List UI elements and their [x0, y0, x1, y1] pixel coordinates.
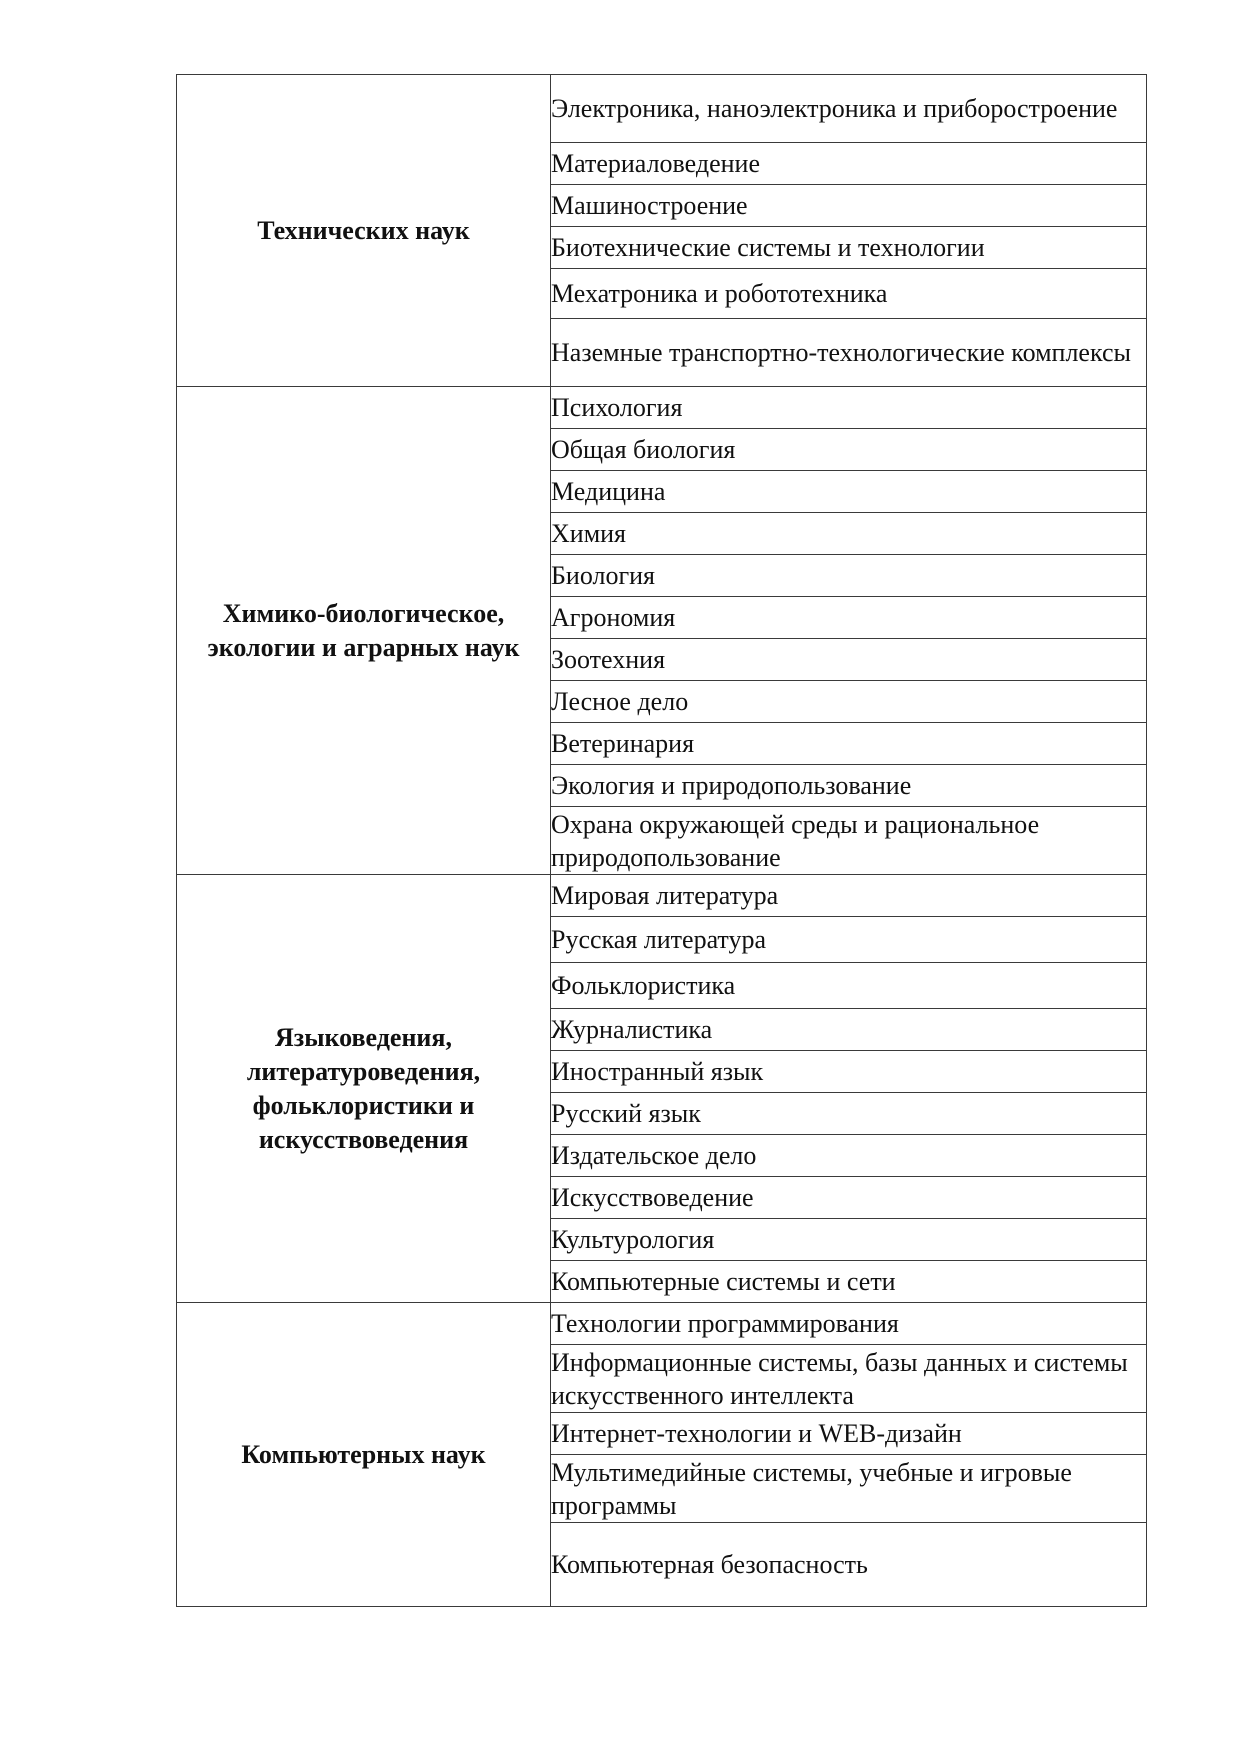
direction-item: Компьютерная безопасность [551, 1523, 1147, 1607]
direction-item: Культурология [551, 1219, 1147, 1261]
direction-item: Экология и природопользование [551, 765, 1147, 807]
table-row [177, 1303, 1147, 1345]
direction-item: Агрономия [551, 597, 1147, 639]
direction-item: Русская литература [551, 917, 1147, 963]
section-title: Языковедения, литературоведения, фольклористики и искусствоведения [177, 875, 551, 1303]
direction-item: Иностранный язык [551, 1051, 1147, 1093]
direction-item: Русский язык [551, 1093, 1147, 1135]
section-title: Компьютерных наук [177, 1303, 551, 1607]
direction-item: Машиностроение [551, 185, 1147, 227]
direction-item: Технологии программирования [551, 1303, 1147, 1345]
direction-item: Лесное дело [551, 681, 1147, 723]
direction-item: Журналистика [551, 1009, 1147, 1051]
table-row [177, 75, 1147, 143]
direction-item: Фольклористика [551, 963, 1147, 1009]
direction-item: Химия [551, 513, 1147, 555]
direction-item: Материаловедение [551, 143, 1147, 185]
direction-item: Электроника, наноэлектроника и приборостроение [551, 75, 1147, 143]
direction-item: Наземные транспортно-технологические комплексы [551, 319, 1147, 387]
direction-item: Издательское дело [551, 1135, 1147, 1177]
section-title: Технических наук [177, 75, 551, 387]
table-row [177, 875, 1147, 917]
table-row [177, 387, 1147, 429]
direction-item: Мировая литература [551, 875, 1147, 917]
directions-table [176, 74, 1147, 1607]
section-title: Химико-биологическое, экологии и аграрных наук [177, 387, 551, 875]
direction-item: Зоотехния [551, 639, 1147, 681]
direction-item: Мехатроника и робототехника [551, 269, 1147, 319]
direction-item: Компьютерные системы и сети [551, 1261, 1147, 1303]
direction-item: Психология [551, 387, 1147, 429]
direction-item: Мультимедийные системы, учебные и игровые программы [551, 1455, 1147, 1523]
table-body [177, 75, 1147, 1607]
direction-item: Биология [551, 555, 1147, 597]
direction-item: Биотехнические системы и технологии [551, 227, 1147, 269]
direction-item: Искусствоведение [551, 1177, 1147, 1219]
direction-item: Охрана окружающей среды и рациональное природопользование [551, 807, 1147, 875]
direction-item: Ветеринария [551, 723, 1147, 765]
direction-item: Медицина [551, 471, 1147, 513]
direction-item: Информационные системы, базы данных и системы искусственного интеллекта [551, 1345, 1147, 1413]
direction-item: Общая биология [551, 429, 1147, 471]
direction-item: Интернет-технологии и WEB-дизайн [551, 1413, 1147, 1455]
